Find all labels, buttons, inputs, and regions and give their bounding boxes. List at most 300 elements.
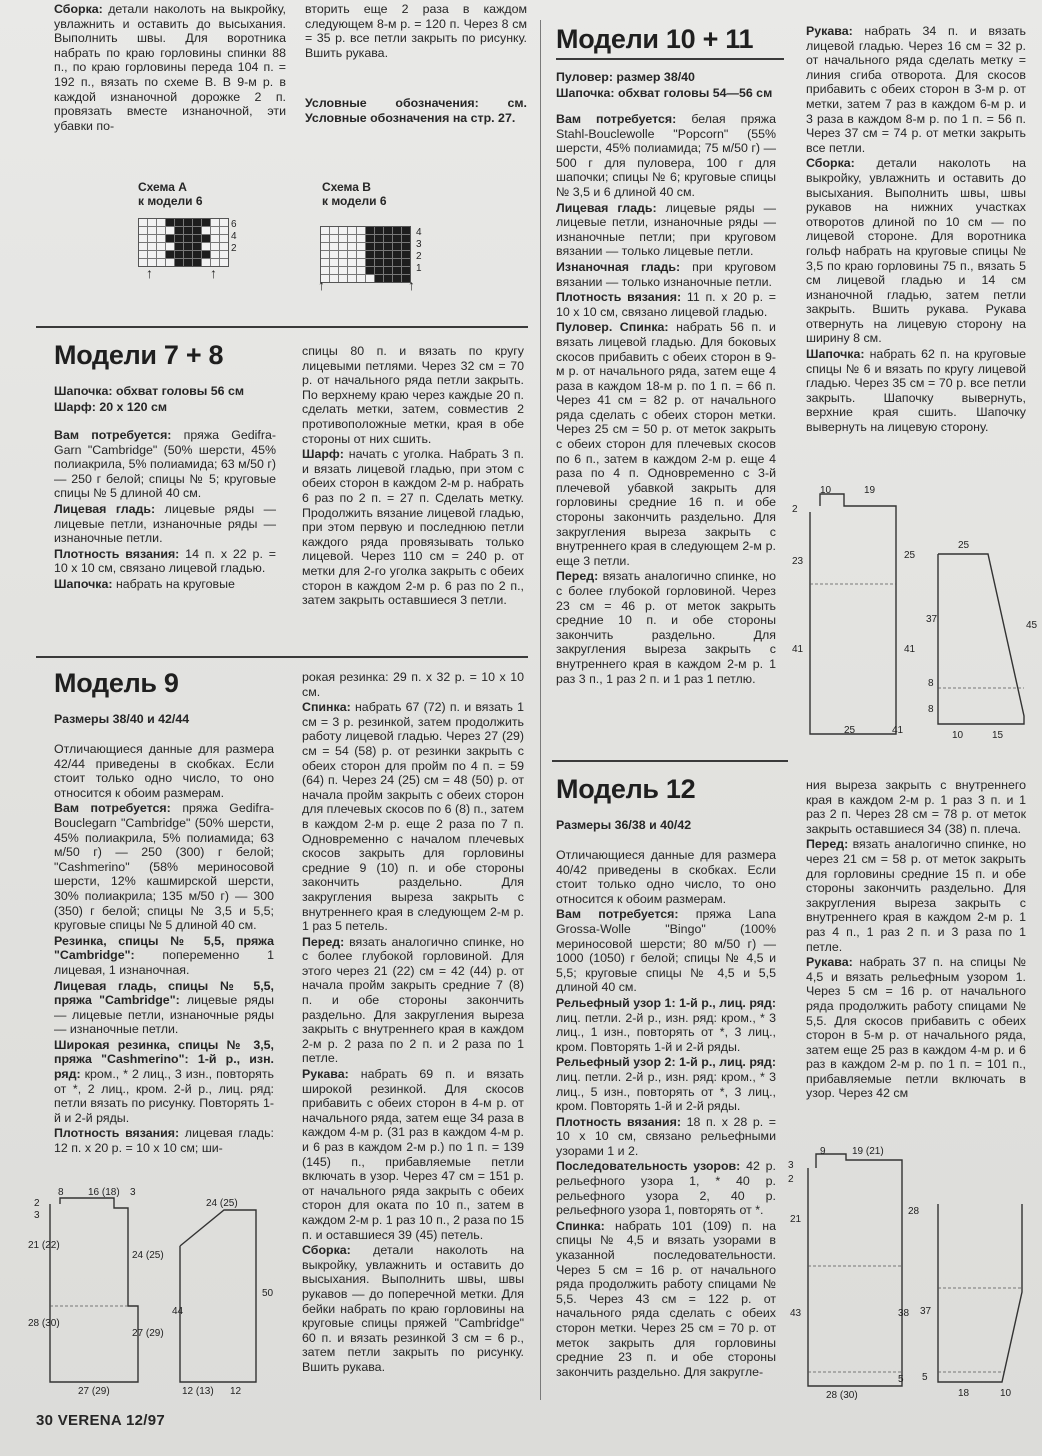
paragraph-heading: Спинка: <box>302 700 351 715</box>
dim-label: 19 (21) <box>852 1146 884 1157</box>
scheme-cell <box>139 219 147 226</box>
scheme-cell <box>375 259 383 266</box>
paragraph-text: белая пряжа Stahl-Bouclewolle "Popcorn" (55% шерсти, 45% полиамида; 75 м/50 г) — 500 г для пуловера, 100 г для шапочки; спицы № 6; круговые спицы № 3,5 и 6 длиной 40 см. <box>556 112 776 199</box>
dim-label: 25 <box>904 550 916 561</box>
dim-label: 15 <box>992 730 1004 741</box>
scheme-cell <box>193 251 201 258</box>
section-divider <box>552 760 788 762</box>
paragraph-text: 18 п. x 28 р. = 10 x 10 см, связано рельефными узорами 1 и 2. <box>556 1114 776 1158</box>
dim-label: 23 <box>792 556 804 567</box>
paragraph-text: лицевая гладь: 12 п. x 20 р. = 10 x 10 см; ши- <box>54 1126 274 1156</box>
paragraph-heading: Перед: <box>556 569 599 584</box>
paragraph-text: спицы 80 п. и вязать по кругу лицевыми петлями. Через 32 см = 70 р. от начального ряда петли закрыть. По верхнему краю через каждые 20 п. сделать метки, затем, совместив 2 противоположные метки, края в обе стороны от них сшить. <box>302 344 524 446</box>
scheme-cell <box>339 243 347 250</box>
scheme-cell <box>348 275 356 282</box>
paragraph-text: попеременно 1 лицевая, 1 изнаночная. <box>54 948 274 977</box>
scheme-cell <box>393 243 401 250</box>
dim-label: 16 (18) <box>88 1187 120 1198</box>
paragraph <box>302 935 524 1066</box>
scheme-cell <box>366 267 374 274</box>
paragraph <box>556 1115 776 1159</box>
paragraph-heading: Плотность вязания: <box>556 290 682 305</box>
model-9-sleeve-pattern <box>172 1196 284 1396</box>
paragraph-text: пряжа Lana Grossa-Wolle "Bingo" (100% мериносовой шерсти; 80 м/50 г) — 1000 (1050) г белой; спицы № 4,5 и 5,5; круговые спицы № 4,5 и 5,5 длиной 40 см. <box>556 907 776 995</box>
scheme-cell <box>393 267 401 274</box>
dim-label: 43 <box>790 1308 802 1319</box>
section-title-models-7-8: Модели 7 + 8 <box>54 340 224 370</box>
scheme-cell <box>393 227 401 234</box>
scheme-cell <box>202 259 210 266</box>
dim-label: 3 <box>130 1187 136 1198</box>
dim-label: 38 <box>898 1308 910 1319</box>
section-divider <box>556 58 784 60</box>
scheme-cell <box>375 227 383 234</box>
paragraph-text: детали наколоть на выкройку, увлажнить и оставить до высыхания. Выполнить швы, швы рукавов — до поперечной метки. Для бейки набрать по краю горловины на круговые спицы пряжей "Cambridge" 60 п. и вязать резинкой 3 см = 6 р., затем петли закрыть по рисунку. Вшить рукава. <box>302 1243 524 1374</box>
scheme-cell <box>321 267 329 274</box>
dim-label: 10 <box>820 485 832 496</box>
paragraph-text: набрать 56 п. и вязать лицевой гладью. Для боковых скосов прибавить с обеих сторон в 9-м р. от начального ряда, затем еще 4 раза в каждом 18-м р. по 1 п. = 66 п. Через 41 см = 82 р. от начального ряда сделать с обеих сторон метки. Через 25 см = 50 р. от меток закрыть с обеих сторон для плечевых скосов по 6 п., затем в каждом 2-м р. еще 4 раза по 4 п. Одновременно с 3-й плечевой убавкой закрыть для горловины средние 16 п. и обе стороны закончить раздельно. Для закругления выреза закрыть с внутреннего края в следующем 2-м р. еще 3 петли. <box>556 320 776 568</box>
scheme-cell <box>348 243 356 250</box>
paragraph-heading: Перед: <box>806 837 849 852</box>
dim-label: 2 <box>788 1174 794 1185</box>
paragraph <box>302 1243 524 1374</box>
scheme-cell <box>193 235 201 242</box>
paragraph <box>54 547 276 576</box>
scheme-a-row-label: 4 <box>231 231 237 242</box>
paragraph-heading: Сборка: <box>302 1243 351 1258</box>
scheme-b-label: Схема В к модели 6 <box>322 180 387 208</box>
scheme-cell <box>339 267 347 274</box>
dim-label: 5 <box>898 1374 904 1385</box>
paragraph <box>302 447 524 608</box>
paragraph-text: набрать на круговые <box>112 576 235 591</box>
scheme-cell <box>139 251 147 258</box>
paragraph-heading: Спинка: <box>556 1218 605 1233</box>
dim-label: 27 (29) <box>78 1386 110 1397</box>
paragraph-text: рокая резинка: 29 п. x 32 р. = 10 x 10 см. <box>302 670 524 699</box>
dim-label: 37 <box>926 614 938 625</box>
scheme-b-row-label: 3 <box>416 239 422 250</box>
scheme-cell <box>384 267 392 274</box>
scheme-cell <box>339 275 347 282</box>
dim-label: 45 <box>1026 620 1038 631</box>
scheme-cell <box>184 227 192 234</box>
paragraph <box>556 907 776 995</box>
dim-label: 28 (30) <box>28 1318 60 1329</box>
paragraph-text: набрать 69 п. и вязать широкой резинкой. Для скосов прибавить с обеих сторон в 4-м р. от начального ряда, затем еще 34 раза в каждом 4-м р. (31 раз в каждом 4-м р. и 6 раз в каждом 2-м р.) по 1 п. = 139 (145) п., прибавляемые петли включать в узор. Через 47 см = 151 р. от начального ряда закрыть с обеих сторон для оката по 10 п., затем в каждом 2-м р. 1 раз 10 п., 2 раза по 15 п. и оставшиеся 39 (45) петель. <box>302 1067 524 1242</box>
paragraph-heading: Последовательность узоров: <box>556 1159 741 1174</box>
model-12-body-pattern <box>786 1146 926 1400</box>
scheme-cell <box>357 267 365 274</box>
scheme-cell <box>166 219 174 226</box>
section-title-models-10-11: Модели 10 + 11 <box>556 24 754 54</box>
models-10-11-col-a <box>556 112 776 687</box>
scheme-cell <box>357 251 365 258</box>
scheme-cell <box>321 251 329 258</box>
column-divider <box>540 20 541 1400</box>
paragraph <box>556 112 776 200</box>
scheme-cell <box>402 251 410 258</box>
scheme-cell <box>202 219 210 226</box>
scheme-cell <box>166 251 174 258</box>
dim-label: 27 (29) <box>132 1328 164 1339</box>
scheme-cell <box>393 259 401 266</box>
paragraph <box>54 1126 274 1155</box>
paragraph-text: кром., * 2 лиц., 3 изн., повторять от *, 2 лиц., кром. 2-й р., лиц. ряд: петли вязать по рисунку. Повторять 1-й и 2-й ряды. <box>54 1067 274 1125</box>
paragraph <box>556 1159 776 1217</box>
paragraph <box>54 979 274 1037</box>
paragraph-heading: Сборка: <box>806 156 855 171</box>
scheme-cell <box>393 275 401 282</box>
paragraph <box>54 428 276 501</box>
scheme-cell <box>393 251 401 258</box>
subtitle-pullover: Пуловер: размер 38/40 <box>556 70 695 84</box>
paragraph-heading: Рукава: <box>806 24 853 38</box>
scheme-a-row-label: 6 <box>231 219 237 230</box>
scheme-cell <box>330 227 338 234</box>
paragraph-heading: Шапочка: <box>54 576 113 591</box>
scheme-cell <box>330 275 338 282</box>
paragraph <box>556 848 776 906</box>
paragraph <box>54 577 276 592</box>
arrow-up-icon: ↑ <box>210 265 217 281</box>
model-12-col-a <box>556 848 776 1380</box>
dim-label: 28 <box>908 1206 920 1217</box>
scheme-cell <box>211 243 219 250</box>
paragraph-text: пряжа Gedifra-Bouclegarn "Cambridge" (50% шерсти, 45% полиакрила, 5% полиамида; 63 м/50 г) — 250 (300) г белой; "Cashmerino" (58% мериносовой шерсти, 12% кашмирской шерсти, 30% полиакрила; 135 м/50 г) — 300 (350) г белой; спицы № 3,5 и 5,5; круговые спицы № 5 длиной 40 см. <box>54 801 275 933</box>
dim-label: 10 <box>1000 1388 1012 1399</box>
scheme-cell <box>321 227 329 234</box>
scheme-cell <box>330 251 338 258</box>
scheme-cell <box>366 243 374 250</box>
scheme-cell <box>175 243 183 250</box>
scheme-cell <box>330 259 338 266</box>
paragraph-heading: Шарф: <box>302 447 344 462</box>
scheme-b-row-label: 1 <box>416 263 422 274</box>
subtitle-scarf: Шарф: 20 x 120 см <box>54 400 168 414</box>
model-9-col-a <box>54 742 274 1157</box>
scheme-cell <box>366 235 374 242</box>
scheme-cell <box>175 251 183 258</box>
paragraph-heading: Изнаночная гладь: <box>556 259 681 274</box>
paragraph <box>302 700 524 934</box>
scheme-cell <box>375 275 383 282</box>
scheme-cell <box>348 251 356 258</box>
scheme-cell <box>202 227 210 234</box>
scheme-a-label: Схема А к модели 6 <box>138 180 203 208</box>
section-title-model-12: Модель 12 <box>556 774 696 804</box>
scheme-cell <box>193 227 201 234</box>
scheme-cell <box>348 267 356 274</box>
scheme-cell <box>357 259 365 266</box>
scheme-cell <box>366 251 374 258</box>
scheme-cell <box>220 227 228 234</box>
paragraph-text: лиц. петли. 2-й р., изн. ряд: кром., * 3 лиц., 1 изн., повторять от *, 3 лиц., кром. Повторять 1-й и 2-й ряды. <box>556 1010 776 1054</box>
scheme-cell <box>148 251 156 258</box>
paragraph <box>806 347 1026 435</box>
dim-label: 50 <box>262 1288 274 1299</box>
scheme-cell <box>339 227 347 234</box>
scheme-cell <box>166 259 174 266</box>
scheme-cell <box>330 235 338 242</box>
dim-label: 10 <box>952 730 964 741</box>
subtitle-hat: Шапочка: обхват головы 56 см <box>54 384 245 398</box>
scheme-cell <box>384 227 392 234</box>
scheme-cell <box>375 243 383 250</box>
scheme-cell <box>202 251 210 258</box>
paragraph-heading: Широкая резинка, спицы № 3,5, пряжа "Cashmerino": 1-й р., изн. ряд: <box>54 1037 274 1082</box>
scheme-b-chart <box>320 226 411 283</box>
scheme-cell <box>402 227 410 234</box>
scheme-cell <box>393 235 401 242</box>
dim-label: 12 (13) <box>182 1386 214 1397</box>
paragraph-heading: Лицевая гладь: <box>54 501 156 516</box>
dim-label: 3 <box>788 1160 794 1171</box>
paragraph-text: вязать аналогично спинке, но с более глубокой горловиной. Через 23 см = 46 р. от меток закрыть средние 10 п. и обе стороны закончить раздельно. Для закругления выреза закрыть с внутреннего края в каждом 2-м р. 1 раз 3 п., 1 раз 2 п. и 1 раз 1 петлю. <box>556 569 776 686</box>
dim-label: 24 (25) <box>206 1198 238 1209</box>
paragraph-text: начать с уголка. Набрать 3 п. и вязать лицевой гладью, при этом с обеих сторон в каждом 2-м р. набрать 6 раз по 2 п. = 27 п. Сделать метку. Продолжить вязание лицевой гладью, при этом первую и последнюю петли каждого ряда провязывать только лицевой. Через 110 см = 240 р. от метки для 2-го уголка закрыть с обеих сторон в каждом 2-м р. 6 раз по 2 п., затем закрыть оставшиеся 3 петли. <box>302 447 524 608</box>
scheme-cell <box>193 243 201 250</box>
scheme-cell <box>339 235 347 242</box>
scheme-cell <box>157 259 165 266</box>
paragraph <box>556 1219 776 1380</box>
scheme-cell <box>148 227 156 234</box>
paragraph <box>806 24 1026 155</box>
scheme-cell <box>375 251 383 258</box>
paragraph-text: лицевые ряды — лицевые петли, изнаночные ряды — изнаночные петли. <box>54 501 276 546</box>
scheme-cell <box>139 227 147 234</box>
scheme-cell <box>157 219 165 226</box>
dim-label: 41 <box>904 644 916 655</box>
scheme-cell <box>339 259 347 266</box>
paragraph-text: лицевые ряды — лицевые петли, изнаночные ряды — изнаночные петли. <box>54 993 274 1037</box>
scheme-cell <box>321 243 329 250</box>
scheme-b-row-label: 2 <box>416 251 422 262</box>
scheme-cell <box>193 259 201 266</box>
scheme-cell <box>157 227 165 234</box>
model-12-col-b <box>806 778 1026 1102</box>
scheme-cell <box>384 259 392 266</box>
scheme-cell <box>175 219 183 226</box>
paragraph-heading: Вам потребуется: <box>556 112 677 126</box>
paragraph-text: Отличающиеся данные для размера 40/42 приведены в скобках. Если стоит только одно число, то оно относится к обоим размерам. <box>556 848 776 906</box>
scheme-cell <box>357 275 365 282</box>
arrow-up-icon: ↑ <box>408 277 415 293</box>
paragraph-heading: Лицевая гладь: <box>556 200 657 215</box>
scheme-cell <box>184 243 192 250</box>
dim-label: 28 (30) <box>826 1390 858 1401</box>
scheme-a-row-label: 2 <box>231 243 237 254</box>
paragraph-text: при круговом вязании — только изнаночные петли. <box>556 259 776 289</box>
scheme-cell <box>220 235 228 242</box>
dim-label: 8 <box>58 1187 64 1198</box>
model-9-body-pattern <box>20 1186 164 1397</box>
section-divider <box>36 656 528 658</box>
scheme-cell <box>330 243 338 250</box>
dim-label: 8 <box>928 678 934 689</box>
dim-label: 9 <box>820 1146 826 1157</box>
scheme-cell <box>139 235 147 242</box>
dim-label: 12 <box>230 1386 242 1397</box>
paragraph-heading: Плотность вязания: <box>556 1114 682 1129</box>
scheme-cell <box>202 243 210 250</box>
scheme-cell <box>348 227 356 234</box>
paragraph-heading: Перед: <box>302 934 345 949</box>
paragraph <box>54 1038 274 1126</box>
scheme-cell <box>148 235 156 242</box>
paragraph-text: набрать 34 п. и вязать лицевой гладью. Через 16 см = 32 р. от начального ряда сделать метку = линия сгиба отворота. Для скосов прибавить с обеих сторон в 3-м р. от метки, затем 7 раз в каждом 6-м р. и 3 раза в каждом 8-м р. по 1 п. = 56 п. Через 37 см = 74 р. от метки закрыть все петли. <box>806 24 1026 155</box>
dim-label: 25 <box>844 725 856 736</box>
paragraph <box>556 260 776 289</box>
models-7-8-col-b <box>302 344 524 609</box>
scheme-cell <box>184 235 192 242</box>
dim-label: 37 <box>920 1306 932 1317</box>
paragraph <box>806 955 1026 1101</box>
paragraph <box>556 996 776 1054</box>
scheme-cell <box>220 259 228 266</box>
paragraph <box>302 1067 524 1242</box>
paragraph <box>806 156 1026 346</box>
paragraph <box>54 502 276 546</box>
paragraph-text: 11 п. x 20 р. = 10 x 10 см, связано лицевой гладью. <box>556 290 776 319</box>
models-10-11-body-pattern <box>786 484 926 744</box>
paragraph <box>806 778 1026 836</box>
dim-label: 8 <box>928 704 934 715</box>
dim-label: 3 <box>34 1210 40 1221</box>
arrow-up-icon: ↑ <box>318 277 325 293</box>
paragraph-text: вязать аналогично спинке, но через 21 см = 58 р. от меток закрыть для горловины средние 15 п. и обе стороны закончить раздельно. Для закругления выреза закрыть с внутреннего края в каждом 2-м р. 1 раз 4 п., 1 раз 2 п. и 3 раза по 1 петле. <box>806 837 1026 954</box>
scheme-cell <box>402 259 410 266</box>
dim-label: 21 (22) <box>28 1240 60 1251</box>
scheme-cell <box>366 259 374 266</box>
paragraph-heading: Плотность вязания: <box>54 1126 180 1141</box>
scheme-cell <box>211 235 219 242</box>
dim-label: 5 <box>922 1372 928 1383</box>
scheme-cell <box>348 235 356 242</box>
dim-label: 41 <box>892 725 904 736</box>
models-10-11-col-b <box>806 24 1026 436</box>
paragraph <box>54 934 274 978</box>
model-12-sleeve-pattern <box>918 1196 1036 1400</box>
scheme-cell <box>402 267 410 274</box>
paragraph-text: набрать 37 п. на спицы № 4,5 и вязать рельефным узором 1. Через 5 см = 16 р. от начального ряда продолжить работу спицами № 5,5. Для скосов прибавить с обеих сторон в 5-м р. от начального ряда, затем еще 25 раз в каждом 4-м р. и 6 раз в каждом 2-м р. по 1 п. = 101 п., прибавляемые петли включать в узор. Через 42 см <box>806 955 1026 1101</box>
paragraph-heading: Вам потребуется: <box>54 428 172 442</box>
assembly-text-m6-cont: вторить еще 2 раза в каждом следующем 8-м р. = 120 п. Через 8 см = 35 р. все петли закрыть по рисунку. Вшить рукава. <box>305 2 527 60</box>
scheme-cell <box>175 227 183 234</box>
paragraph <box>54 742 274 800</box>
arrow-up-icon: ↑ <box>146 265 153 281</box>
scheme-cell <box>384 275 392 282</box>
scheme-cell <box>321 235 329 242</box>
paragraph <box>302 670 524 699</box>
paragraph <box>806 837 1026 954</box>
scheme-cell <box>157 235 165 242</box>
paragraph-heading: Вам потребуется: <box>54 801 171 816</box>
scheme-cell <box>402 243 410 250</box>
scheme-cell <box>166 227 174 234</box>
paragraph-heading: Пуловер. Спинка: <box>556 320 669 335</box>
paragraph-heading: Рукава: <box>806 955 853 970</box>
scheme-cell <box>175 235 183 242</box>
scheme-b-row-label: 4 <box>416 227 422 238</box>
legend-reference: Условные обозначения: см. Условные обозначения на стр. 27. <box>305 96 527 125</box>
paragraph <box>302 344 524 446</box>
scheme-cell <box>148 243 156 250</box>
scheme-cell <box>402 235 410 242</box>
paragraph-text: вязать аналогично спинке, но с более глубокой горловиной. Для этого через 21 (22) см = 42 (44) р. от начала пройм закрыть средние 7 (8) п. и обе стороны закончить раздельно. Для закругления выреза закрыть с внутреннего края в каждом 2-м р. 2 раза по 2 п. и 2 раза по 1 петле. <box>302 934 524 1066</box>
scheme-cell <box>166 235 174 242</box>
paragraph <box>556 290 776 319</box>
scheme-cell <box>184 259 192 266</box>
paragraph-heading: Рельефный узор 1: 1-й р., лиц. ряд: <box>556 995 776 1010</box>
scheme-cell <box>220 219 228 226</box>
paragraph-text: 42 р. рельефного узора 1, * 40 р. рельефного узора 2, 40 р. рельефного узора 1, повторять от *. <box>556 1159 776 1218</box>
paragraph-text: лицевые ряды — лицевые петли, изнаночные ряды — изнаночные петли; при круговом вязании — только лицевые петли. <box>556 200 776 259</box>
paragraph-heading: Шапочка: <box>806 347 865 362</box>
scheme-cell <box>220 251 228 258</box>
model-9-sizes: Размеры 38/40 и 42/44 <box>54 712 190 726</box>
scheme-cell <box>211 251 219 258</box>
paragraph-text: лиц. петли. 2-й р., изн. ряд: кром., * 3 лиц., 5 изн., повторять от *, 3 лиц., кром. Повторять 1-й и 2-й ряды. <box>556 1069 776 1114</box>
dim-label: 2 <box>34 1198 40 1209</box>
scheme-cell <box>384 251 392 258</box>
dim-label: 44 <box>172 1306 184 1317</box>
paragraph-text: набрать 62 п. на круговые спицы № 6 и вязать по кругу лицевой гладью. Через 35 см = 70 р. все петли закрыть. Шапочку вывернуть, верхние края сшить. Шапочку вывернуть на лицевую сторону. <box>806 347 1026 435</box>
paragraph <box>556 1055 776 1113</box>
paragraph-text: набрать 67 (72) п. и вязать 1 см = 3 р. резинкой, затем продолжить работу лицевой гладью. Через 27 (29) см = 54 (58) р. от резинки закрыть с обеих сторон для пройм по 4 п. = 59 (64) п. Через 24 (25) см = 48 (50) р. от начала пройм закрыть с обеих сторон для плечевых скосов по 6 (8) п., затем в каждом 2-м р. еще 2 раза по 7 п. Одновременно с началом плечевых скосов закрыть для горловины средние 9 (10) п. и обе стороны закончить раздельно. Для закругления выреза закрыть с внутреннего края в следующем 2-м р. 1 раз 5 петель. <box>302 700 524 934</box>
paragraph-text: набрать 101 (109) п. на спицы № 4,5 и вязать узорами в указанной последовательности. Через 5 см = 16 р. от начального ряда продолжить работу спицами № 5,5. Через 43 см = 122 р. от начального ряда сделать с обеих сторон метки. Через 25 см = 70 р. от меток закрыть для горловины средние 23 п. и обе стороны закончить раздельно. Для закругле- <box>556 1218 776 1379</box>
scheme-cell <box>166 243 174 250</box>
dim-label: 24 (25) <box>132 1250 164 1261</box>
models-10-11-sleeve-pattern <box>918 538 1036 742</box>
paragraph-text: пряжа Gedifra-Garn "Cambridge" (50% шерсти, 45% полиакрила, 5% полиамида; 63 м/50 г) — 250 г белой; спицы № 5; круговые спицы № 5 длиной 40 см. <box>54 428 276 501</box>
scheme-cell <box>357 243 365 250</box>
paragraph-heading: Вам потребуется: <box>556 907 679 922</box>
scheme-cell <box>375 267 383 274</box>
scheme-cell <box>330 267 338 274</box>
scheme-cell <box>175 259 183 266</box>
scheme-cell <box>384 243 392 250</box>
scheme-cell <box>339 251 347 258</box>
dim-label: 2 <box>792 504 798 515</box>
scheme-cell <box>211 227 219 234</box>
scheme-cell <box>202 235 210 242</box>
scheme-cell <box>357 235 365 242</box>
paragraph-text: 14 п. x 22 р. = 10 x 10 см, связано лицевой гладью. <box>54 546 276 576</box>
scheme-cell <box>184 219 192 226</box>
paragraph-text: Отличающиеся данные для размера 42/44 приведены в скобках. Если стоит только одно число, то оно относится к обоим размерам. <box>54 742 274 800</box>
paragraph-heading: Плотность вязания: <box>54 546 180 561</box>
section-divider <box>36 326 528 328</box>
scheme-cell <box>148 219 156 226</box>
paragraph-heading: Рельефный узор 2: 1-й р., лиц. ряд: <box>556 1055 776 1070</box>
section-title-model-9: Модель 9 <box>54 668 179 698</box>
paragraph-text: детали наколоть на выкройку, увлажнить и оставить до высыхания. Выполнить швы, швы рукавов на нижних участках отворотов длиной по 10 см — по лицевой стороне. Для воротника гольф набрать на круговые спицы № 3,5 по краю горловины 75 п., вязать 5 см лицевой гладью и 14 см изнаночной гладью, затем петли закрыть. Вшить рукава. Рукава отвернуть на лицевую сторону на ширину 8 см. <box>806 156 1026 346</box>
paragraph-heading: Рукава: <box>302 1067 349 1082</box>
scheme-cell <box>184 251 192 258</box>
scheme-cell <box>321 259 329 266</box>
dim-label: 41 <box>792 644 804 655</box>
page-footer: 30 VERENA 12/97 <box>36 1412 166 1429</box>
models-7-8-col-a <box>54 428 276 593</box>
scheme-cell <box>366 227 374 234</box>
paragraph-heading: Резинка, спицы № 5,5, пряжа "Cambridge": <box>54 933 274 963</box>
paragraph <box>556 201 776 259</box>
scheme-cell <box>139 243 147 250</box>
scheme-cell <box>211 219 219 226</box>
dim-label: 19 <box>864 485 876 496</box>
scheme-cell <box>220 243 228 250</box>
